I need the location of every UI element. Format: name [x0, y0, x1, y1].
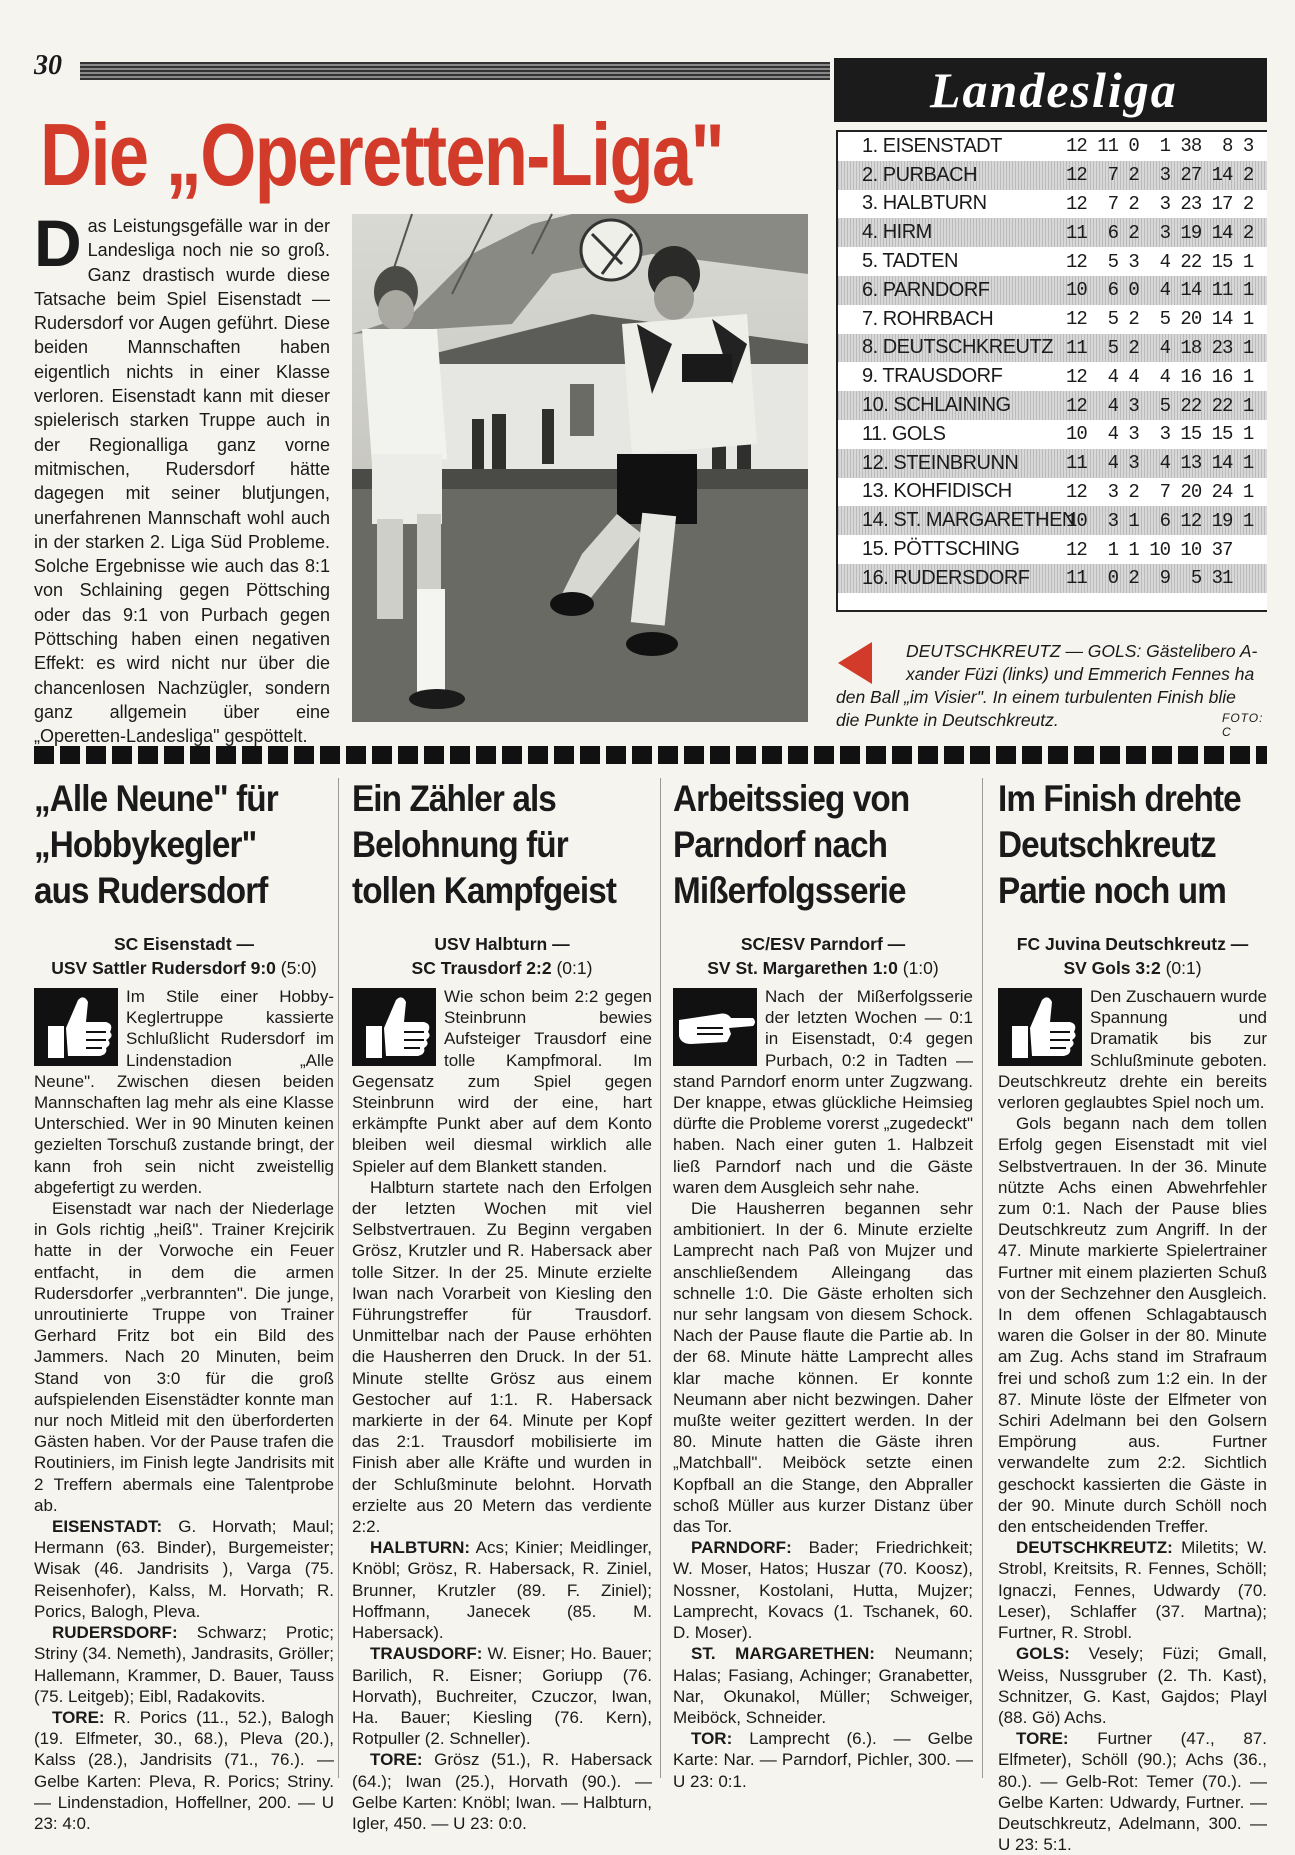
article-paragraph: Eisenstadt war nach der Niederlage in Gols richtig „heiß". Trainer Krejcirik hatte in der Vorwoche ein Feuer entfacht, in dem die armen Rudersdorfer „verbrannten". Die junge, unroutinierte Truppe von Trainer Gerhard Fritz bot ein Bild des Jammers. Nach 20 Minuten, beim Stand von 3:0 für die groß aufspielenden Eisenstädter konnte man nur noch Mitleid mit den überforderten Gästen haben. Vor der Pause trafen die Routiniers, im Finish legte Jandrisits mit 2 Treffern abermals eine Talentprobe ab. — [34, 1199, 334, 1515]
standings-row — [838, 478, 1267, 507]
photo-credit: FOTO: C — [1222, 711, 1264, 739]
goals-text: Grösz (51.), R. Habersack (64.); Iwan (25.), Horvath (90.). — Gelbe Karten: Knöbl; Iwan. — Halbturn, Igler, 450. — U 23: 0:0. — [352, 1750, 652, 1833]
lineup-label: PARNDORF: — [691, 1538, 792, 1558]
goals-label: TORE: — [370, 1750, 423, 1770]
match-teams-1: SC Eisenstadt — — [113, 934, 255, 954]
article-title-line: „Alle Neune" für — [34, 778, 278, 819]
standings-table — [836, 130, 1267, 612]
article-paragraph: Den Zuschauern wurde Spannung und Dramatik bis zur Schlußminute geboten. Deutschkreutz drehte ein bereits verloren geglaubtes Spiel noch um. — [998, 987, 1267, 1113]
standings-team: 5. TADTEN — [862, 250, 958, 273]
article-2 — [352, 776, 652, 1834]
lineup-home — [673, 1537, 973, 1643]
match-photo — [352, 214, 808, 722]
lineup-label: HALBTURN: — [370, 1538, 471, 1558]
standings-stats: 12 4 4 4 16 16 1 — [1066, 365, 1254, 388]
standings-team: 7. ROHRBACH — [862, 307, 994, 330]
article-title-line: tollen Kampfgeist — [352, 870, 617, 911]
standings-team: 13. KOHFIDISCH — [862, 480, 1012, 503]
match-header — [34, 932, 334, 980]
lineup-text: Miletits; W. Strobl, Kreitsits, R. Fennes, Schöll; Ignaczi, Fennes, Udwardy (70. Leser), Schlaffer (37. Martna); Furtner, R. Strobl. — [998, 1538, 1267, 1643]
article-title-line: Ein Zähler als — [352, 778, 556, 819]
standings-team: 12. STEINBRUNN — [862, 451, 1019, 474]
standings-team: 9. TRAUSDORF — [862, 365, 1003, 388]
article-title-line: Partie noch um — [998, 870, 1226, 911]
lineup-home — [352, 1537, 652, 1643]
article-body — [34, 986, 334, 1834]
standings-row — [838, 334, 1267, 363]
match-teams-2 — [352, 956, 652, 980]
article-title — [673, 776, 970, 914]
lineup-label: DEUTSCHKREUTZ: — [1016, 1538, 1173, 1558]
lineup-home — [34, 1516, 334, 1622]
halftime-score: (0:1) — [1165, 958, 1202, 978]
goals — [673, 1728, 973, 1792]
lineup-text: W. Eisner; Ho. Bauer; Barilich, R. Eisner; Goriupp (76. Horvath), Buchreiter, Czuczor, Iwan, Ha. Bauer; Kiesling (76. Kern), Rotpuller (2. Schneller). — [352, 1644, 653, 1749]
article-paragraph: Wie schon beim 2:2 gegen Steinbrunn bewies Aufsteiger Trausdorf eine tolle Kampfmoral. Im Gegensatz zum Spiel gegen Steinbrunn wird der eine, hart erkämpfte Punkt aber auf dem Konto bleiben weil diesmal wirklich alle Spieler auf dem Blankett standen. — [352, 987, 652, 1176]
lineup-text: Vesely; Füzi; Gmall, Weiss, Nussgruber (2. Th. Kast), Schnitzer, G. Kast, Gajdos; Playl (88. Gö) Achs. — [998, 1644, 1267, 1727]
lineup-text: Neumann; Halas; Fasiang, Achinger; Granabetter, Nar, Okunakol, Müller; Schweiger, Meiböck, Schneider. — [673, 1644, 973, 1727]
lineup-label: TRAUSDORF: — [370, 1644, 483, 1664]
pointing-hand-icon — [673, 988, 757, 1066]
article-title-line: Arbeitssieg von — [673, 778, 910, 819]
match-result: SV Gols 3:2 — [1063, 958, 1161, 978]
lineup-away — [673, 1643, 973, 1728]
column-rule — [338, 778, 339, 1778]
column-rule — [982, 778, 983, 1778]
article-paragraph: Im Stile einer Hobby-Keglertruppe kassierte Schlußlicht Rudersdorf im Lindenstadion „Alle Neune". Zwischen diesen beiden Mannschaften lag mehr als eine Klasse Unterschied. Wer in 90 Minuten keinen gezielten Torschuß zustande bringt, der kann froh sein nicht zweistellig abgefertigt zu werden. — [34, 987, 334, 1197]
article-title — [352, 776, 649, 914]
standings-stats: 11 5 2 4 18 23 1 — [1066, 336, 1254, 359]
article-body — [673, 986, 973, 1792]
lineup-text: Acs; Kinier; Meidlinger, Knöbl; Grösz, R. Habersack, R. Ziniel, Brunner, Krutzler (89. F. Ziniel); Hoffmann, Janecek (85. M. Habersack). — [352, 1538, 652, 1643]
caption-line-2 — [836, 686, 1236, 732]
caption-text-1b: xander Füzi (links) und Emmerich Fennes ha — [906, 664, 1255, 684]
lineup-away — [34, 1622, 334, 1707]
match-result: USV Sattler Rudersdorf 9:0 — [51, 958, 276, 978]
lineup-label: EISENSTADT: — [52, 1517, 163, 1537]
lineup-home — [998, 1537, 1267, 1643]
standings-stats: 12 4 3 5 22 22 1 — [1066, 394, 1254, 417]
lineup-away — [998, 1643, 1267, 1728]
section-divider — [34, 746, 1267, 764]
lineup-text: Bader; Friedrichkeit; W. Moser, Hatos; Huszar (70. Koosz), Nossner, Kostolani, Hutta, Mujzer; Lamprecht, Kovacs (1. Tschanek, 60. D. Moser). — [673, 1538, 973, 1643]
article-title-line: Mißerfolgsserie — [673, 870, 906, 911]
match-header — [673, 932, 973, 980]
article-title — [998, 776, 1295, 914]
halftime-score: (1:0) — [902, 958, 939, 978]
standings-team: 8. DEUTSCHKREUTZ — [862, 336, 1053, 359]
article-title-line: „Hobbykegler" — [34, 824, 257, 865]
standings-team: 10. SCHLAINING — [862, 394, 1011, 417]
goals — [352, 1749, 652, 1834]
article-title-line: Im Finish drehte — [998, 778, 1241, 819]
standings-row — [838, 305, 1267, 334]
standings-row — [838, 564, 1267, 593]
standings-row — [838, 276, 1267, 305]
article-paragraph: Die Hausherren begannen sehr ambitioniert. In der 6. Minute erzielte Lamprecht nach Paß von Mujzer und anschließendem Alleingang das schnelle 1:0. Die Gäste erholten sich nur sehr langsam von diesem Schock. Nach der Pause flaute die Partie ab. In der 68. Minute hätte Lamprecht alles klar mache können. Er konnte Neumann aber nicht bezwingen. Daher mußte weiter gezittert werden. In der 80. Minute hatten die Gäste ihren „Matchball". Meiböck setzte einen Kopfball an die Stange, den Abpraller schoß Müller aus kurzer Distanz über das Tor. — [673, 1199, 973, 1537]
standings-row — [838, 132, 1267, 161]
standings-stats: 12 5 3 4 22 15 1 — [1066, 250, 1254, 273]
article-body — [352, 986, 652, 1834]
standings-row — [838, 420, 1267, 449]
match-header — [998, 932, 1267, 980]
standings-row — [838, 449, 1267, 478]
match-teams-1: SC/ESV Parndorf — — [740, 934, 906, 954]
standings-stats: 11 4 3 4 13 14 1 — [1066, 452, 1254, 475]
goals-label: TORE: — [1016, 1729, 1069, 1749]
standings-team: 14. ST. MARGARETHEN — [862, 509, 1076, 532]
halftime-score: (0:1) — [556, 958, 593, 978]
article-title-line: Parndorf nach — [673, 824, 888, 865]
standings-team: 3. HALBTURN — [862, 192, 987, 215]
match-teams-2 — [34, 956, 334, 980]
standings-team: 4. HIRM — [862, 221, 932, 244]
lineup-label: ST. MARGARETHEN: — [691, 1644, 875, 1664]
page-number: 30 — [34, 50, 62, 81]
match-teams-1: USV Halbturn — — [434, 934, 570, 954]
goals-text: Lamprecht (6.). — Gelbe Karte: Nar. — Parndorf, Pichler, 300. — U 23: 0:1. — [673, 1729, 973, 1791]
goals — [998, 1728, 1267, 1855]
standings-team: 1. EISENSTADT — [862, 134, 1002, 157]
lineup-label: RUDERSDORF: — [52, 1623, 178, 1643]
caption-line-1 — [906, 640, 1267, 686]
standings-row — [838, 247, 1267, 276]
article-4 — [998, 776, 1267, 1855]
standings-stats: 10 3 1 6 12 19 1 — [1066, 509, 1254, 532]
article-title-line: aus Rudersdorf — [34, 870, 268, 911]
lineup-text: Schwarz; Protic; Striny (34. Nemeth), Jandrasits, Gröller; Hallemann, Krammer, D. Bauer, Tauss (75. Leitgeb); Eibl, Radakovits. — [34, 1623, 334, 1706]
standings-stats: 12 1 1 10 10 37 — [1066, 538, 1233, 561]
article-body — [998, 986, 1267, 1855]
section-title: Landesliga — [834, 58, 1267, 122]
article-title — [34, 776, 331, 914]
thumbs-up-icon — [352, 988, 436, 1066]
goals-text: R. Porics (11., 52.), Balogh (19. Elfmeter, 30., 68.), Pleva (20.), Kalss (28.), Jandrisits (71., 76.). — Gelbe Karten: Pleva, R. Porics; Striny. — Lindenstadion, Hoffellner, 200. — U 23: 4:0. — [34, 1707, 334, 1833]
standings-stats: 11 0 2 9 5 31 — [1066, 567, 1233, 590]
article-paragraph: Nach der Mißerfolgsserie der letzten Wochen — 0:1 in Eisenstadt, 0:4 gegen Purbach, 0:2 in Tadten — stand Parndorf enorm unter Zugzwang. Der knappe, etwas glückliche Heimsieg dürfte die Probleme vorerst „zugedeckt" haben. Nach einer guten 1. Halbzeit ließ Parndorf nach und die Gäste waren dem Ausgleich sehr nahe. — [673, 987, 973, 1197]
standings-team: 11. GOLS — [862, 422, 946, 445]
caption-text-3: die Punkte in Deutschkreutz. — [836, 710, 1059, 730]
standings-row — [838, 362, 1267, 391]
goals — [34, 1707, 334, 1834]
match-teams-2 — [998, 956, 1267, 980]
standings-stats: 10 4 3 3 15 15 1 — [1066, 423, 1254, 446]
standings-stats: 10 6 0 4 14 11 1 — [1066, 279, 1254, 302]
match-result: SC Trausdorf 2:2 — [411, 958, 552, 978]
column-rule — [660, 778, 661, 1778]
intro-body: as Leistungsgefälle war in der Landesliga noch nie so groß. Ganz drastisch wurde diese Tatsache beim Spiel Eisenstadt — Rudersdorf vor Augen geführt. Diese beiden Mannschaften haben eigentlich nichts in einer Klasse verloren. Eisenstadt kann mit dieser spielerisch starken Truppe auch in der Regionalliga ganz vorne mitmischen, Rudersdorf hätte dagegen mit seiner blutjungen, unerfahrenen Mannschaft wohl auch in der starken 2. Liga Süd Probleme. Solche Ergebnisse wie auch das 8:1 von Schlaining gegen Pöttsching oder das 9:1 von Purbach gegen Pöttsching haben einen negativen Effekt: es wird nicht nur über die chancenlosen Nachzügler, sondern ganz allgemein über eine „Operetten-Landesliga" gespöttelt. — [34, 216, 330, 747]
goals-label: TOR: — [691, 1729, 733, 1749]
standings-stats: 11 6 2 3 19 14 2 — [1066, 221, 1254, 244]
goals-text: Furtner (47., 87. Elfmeter), Schöll (90.); Achs (36., 80.). — Gelb-Rot: Temer (70.). — Gelbe Karten: Udwardy, Furtner. — Deutschkreutz, Adelmann, 300. — U 23: 5:1. — [998, 1729, 1267, 1855]
thumbs-up-icon — [34, 988, 118, 1066]
caption-arrow-icon — [838, 642, 872, 684]
lineup-text: G. Horvath; Maul; Hermann (63. Binder), Burgemeister; Wisak (46. Jandrisits ), Varga (75. Reisenhofer), Kalss, M. Horvath; R. Porics, Balogh, Pleva. — [34, 1517, 334, 1621]
standings-stats: 12 7 2 3 27 14 2 — [1066, 164, 1254, 187]
drop-cap: D — [34, 206, 82, 280]
standings-row — [838, 190, 1267, 219]
standings-stats: 12 3 2 7 20 24 1 — [1066, 480, 1254, 503]
caption-text-1: DEUTSCHKREUTZ — GOLS: Gästelibero A- — [906, 641, 1258, 661]
article-paragraph: Gols begann nach dem tollen Erfolg gegen Eisenstadt mit viel Selbstvertrauen. In der 36. Minute nützte Achs einen Abwehrfehler zum 0:1. Nach der Pause blies Deutschkreutz zum Angriff. In der 47. Minute markierte Spielertrainer Furtner mit einem plazierten Schuß von der Sechzehner den Ausgleich. In dem offenen Schlagabtausch waren die Golser in der 80. Minute am Zug. Achs stand im Strafraum frei und schoß zum 1:2 ein. In der 87. Minute löste der Elfmeter von Schiri Adelmann bei den Golsern Empörung aus. Furtner verwandelte zum 2:2. Sichtlich geschockt kassierten die Gäste in der 90. Minute durch Schöll noch den entscheidenden Treffer. — [998, 1114, 1267, 1537]
header-rule — [80, 62, 830, 80]
standings-row — [838, 506, 1267, 535]
standings-stats: 12 5 2 5 20 14 1 — [1066, 308, 1254, 331]
article-title-line: Deutschkreutz — [998, 824, 1216, 865]
standings-row — [838, 391, 1267, 420]
headline: Die „Operetten-Liga" — [40, 105, 724, 204]
lineup-away — [352, 1643, 652, 1749]
standings-team: 6. PARNDORF — [862, 278, 990, 301]
lineup-label: GOLS: — [1016, 1644, 1070, 1664]
article-1 — [34, 776, 334, 1834]
goals-label: TORE: — [52, 1707, 105, 1727]
standings-stats: 12 7 2 3 23 17 2 — [1066, 192, 1254, 215]
standings-row — [838, 218, 1267, 247]
standings-stats: 12 11 0 1 38 8 3 — [1066, 135, 1254, 158]
halftime-score: (5:0) — [280, 958, 317, 978]
match-teams-2 — [673, 956, 973, 980]
article-title-line: Belohnung für — [352, 824, 568, 865]
standings-row — [838, 535, 1267, 564]
standings-team: 2. PURBACH — [862, 163, 978, 186]
article-3 — [673, 776, 973, 1792]
standings-team: 15. PÖTTSCHING — [862, 538, 1020, 561]
standings-team: 16. RUDERSDORF — [862, 566, 1030, 589]
match-header — [352, 932, 652, 980]
article-paragraph: Halbturn startete nach den Erfolgen der letzten Wochen mit viel Selbstvertrauen. Zu Beginn vergaben Grösz, Krutzler und R. Habersack aber tolle Sitzer. In der 25. Minute erzielte Iwan nach Vorarbeit von Kiesling den Führungstreffer für Trausdorf. Unmittelbar nach der Pause erhöhten die Hausherren den Druck. In der 51. Minute stellte Grösz aus einem Gestocher auf 1:1. R. Habersack markierte in der 64. Minute per Kopf das 2:1. Trausdorf mobilisierte im Finish aber alle Kräfte und wurden in der Schlußminute belohnt. Horvath erzielte aus 20 Metern das verdiente 2:2. — [352, 1177, 652, 1537]
thumbs-up-icon — [998, 988, 1082, 1066]
match-teams-1: FC Juvina Deutschkreutz — — [1016, 934, 1249, 954]
standings-row — [838, 161, 1267, 190]
intro-text — [34, 206, 330, 749]
caption-text-2: den Ball „im Visier". In einem turbulenten Finish blie — [836, 687, 1236, 707]
match-result: SV St. Margarethen 1:0 — [707, 958, 898, 978]
